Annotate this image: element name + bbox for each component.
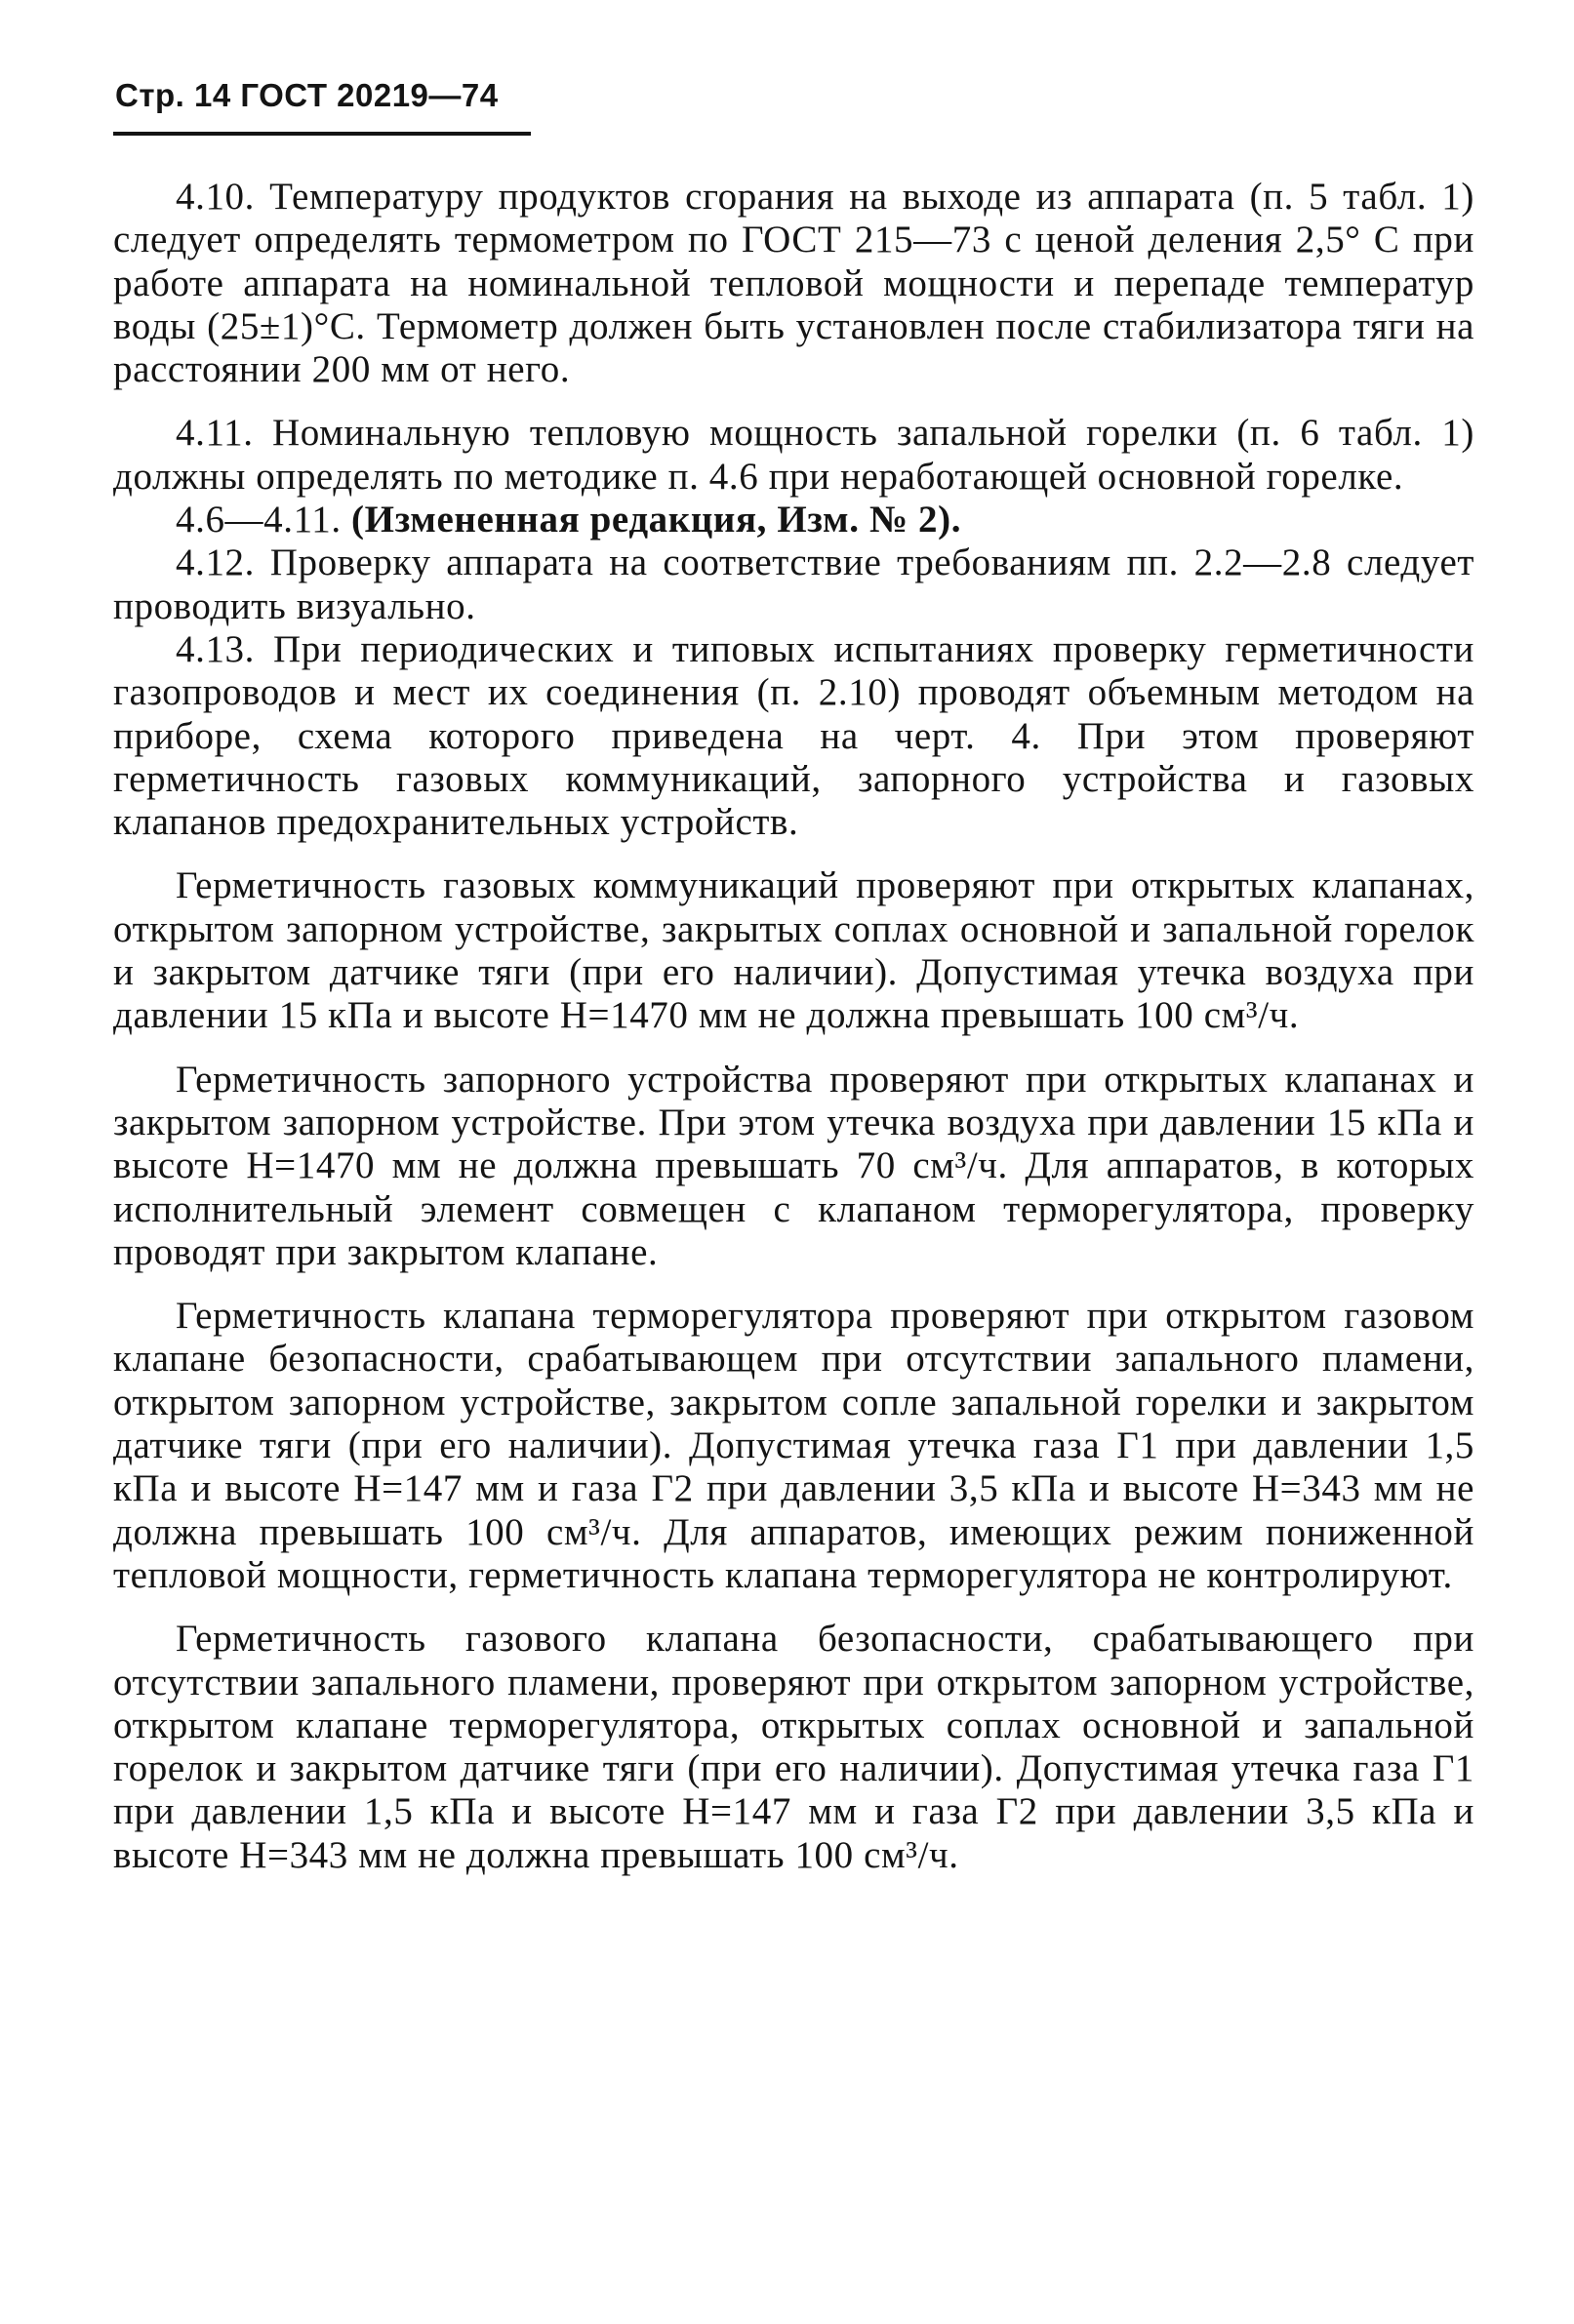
- amendment-clauses: 4.6—4.11.: [176, 499, 342, 541]
- paragraph-4-13: 4.13. При периодических и типовых испытаниях проверку герметичности газопроводов и мест их соединения (п. 2.10) проводят объемным методом на приборе, схема которого приведена на черт. 4. При этом проверяют герметичность газовых коммуникаций, запорного устройства и газовых клапанов предохранительных устройств.: [113, 627, 1474, 844]
- paragraph-thermoregulator-valve: Герметичность клапана терморегулятора проверяют при открытом газовом клапане безопасности, срабатывающем при отсутствии запального пламени, открытом запорном устройстве, закрытом сопле запальной горелки и закрытом датчике тяги (при его наличии). Допустимая утечка газа Г1 при давлении 1,5 кПа и высоте H=147 мм и газа Г2 при давлении 3,5 кПа и высоте H=343 мм не должна превышать 100 см³/ч. Для аппаратов, имеющих режим пониженной тепловой мощности, герметичность клапана терморегулятора не контролируют.: [113, 1295, 1474, 1596]
- paragraph-safety-valve: Герметичность газового клапана безопасности, срабатывающего при отсутствии запального пламени, проверяют при открытом запорном устройстве, открытом клапане терморегулятора, открытых соплах основной и запальной горелок и закрытом датчике тяги (при его наличии). Допустимая утечка газа Г1 при давлении 1,5 кПа и высоте H=147 мм и газа Г2 при давлении 3,5 кПа и высоте H=343 мм не должна превышать 100 см³/ч.: [113, 1618, 1474, 1876]
- amendment-note: [113, 499, 1474, 541]
- paragraph-4-12: 4.12. Проверку аппарата на соответствие требованиям пп. 2.2—2.8 следует проводить визуально.: [113, 541, 1474, 627]
- paragraph-4-10: 4.10. Температуру продуктов сгорания на выходе из аппарата (п. 5 табл. 1) следует определять термометром по ГОСТ 215—73 с ценой деления 2,5° С при работе аппарата на номинальной тепловой мощности и перепаде температур воды (25±1)°С. Термометр должен быть установлен после стабилизатора тяги на расстоянии 200 мм от него.: [113, 176, 1474, 391]
- page-header: Стр. 14 ГОСТ 20219—74: [115, 77, 499, 113]
- body-text: [113, 176, 1474, 1877]
- header-rule: [113, 132, 531, 136]
- paragraph-4-11: 4.11. Номинальную тепловую мощность запальной горелки (п. 6 табл. 1) должны определять по методике п. 4.6 при неработающей основной горелке.: [113, 412, 1474, 498]
- paragraph-gas-communications: Герметичность газовых коммуникаций проверяют при открытых клапанах, открытом запорном устройстве, закрытых соплах основной и запальной горелок и закрытом датчике тяги (при его наличии). Допустимая утечка воздуха при давлении 15 кПа и высоте H=1470 мм не должна превышать 100 см³/ч.: [113, 864, 1474, 1037]
- amendment-text: (Измененная редакция, Изм. № 2).: [341, 499, 962, 541]
- paragraph-shutoff-device: Герметичность запорного устройства проверяют при открытых клапанах и закрытом запорном устройстве. При этом утечка воздуха при давлении 15 кПа и высоте H=1470 мм не должна превышать 70 см³/ч. Для аппаратов, в которых исполнительный элемент совмещен с клапаном терморегулятора, проверку проводят при закрытом клапане.: [113, 1058, 1474, 1273]
